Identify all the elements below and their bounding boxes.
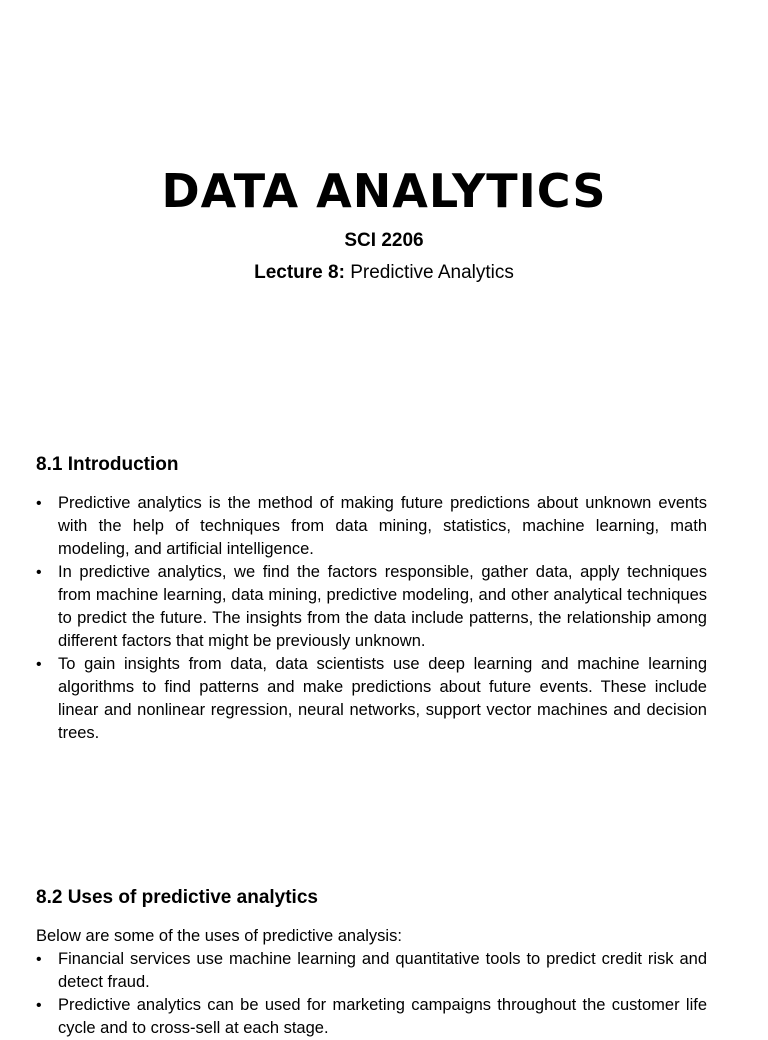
bullet-list (36, 492, 707, 745)
list-item (36, 948, 707, 994)
list-item (36, 561, 707, 653)
list-item (36, 994, 707, 1040)
bullet-icon: • (36, 564, 42, 581)
list-item (36, 492, 707, 561)
list-item-text: To gain insights from data, data scientists use deep learning and machine learning algorithms to find patterns and make predictions about future events. These include linear and nonlinear regression, neural networks, support vector machines and decision trees. (58, 655, 707, 742)
course-code: SCI 2206 (344, 230, 424, 251)
lecture-line (0, 261, 768, 285)
bullet-icon: • (36, 656, 42, 673)
bullet-list (36, 948, 707, 1040)
bullet-icon: • (36, 495, 42, 512)
list-item-text: In predictive analytics, we find the factors responsible, gather data, apply techniques from machine learning, data mining, predictive modeling, and other analytical techniques to predict the future. The insights from the data include patterns, the relationship among different factors that might be previously unknown. (58, 563, 707, 650)
lecture-label: Lecture 8: (254, 262, 345, 283)
list-item (36, 653, 707, 745)
section-lead: Below are some of the uses of predictive analysis: (36, 927, 402, 945)
section-heading: 8.2 Uses of predictive analytics (36, 887, 318, 908)
section-heading: 8.1 Introduction (36, 454, 179, 475)
list-item-text: Predictive analytics can be used for marketing campaigns throughout the customer life cycle and to cross-sell at each stage. (58, 996, 707, 1037)
document-title: DATA ANALYTICS (161, 164, 607, 218)
lecture-topic: Predictive Analytics (344, 262, 514, 283)
section-uses (36, 886, 707, 1040)
bullet-icon: • (36, 997, 42, 1014)
list-item-text: Predictive analytics is the method of making future predictions about unknown events with the help of techniques from data mining, statistics, machine learning, math modeling, and artificial intelligence. (58, 494, 707, 558)
section-introduction (36, 453, 707, 745)
bullet-icon: • (36, 951, 42, 968)
list-item-text: Financial services use machine learning and quantitative tools to predict credit risk and detect fraud. (58, 950, 707, 991)
